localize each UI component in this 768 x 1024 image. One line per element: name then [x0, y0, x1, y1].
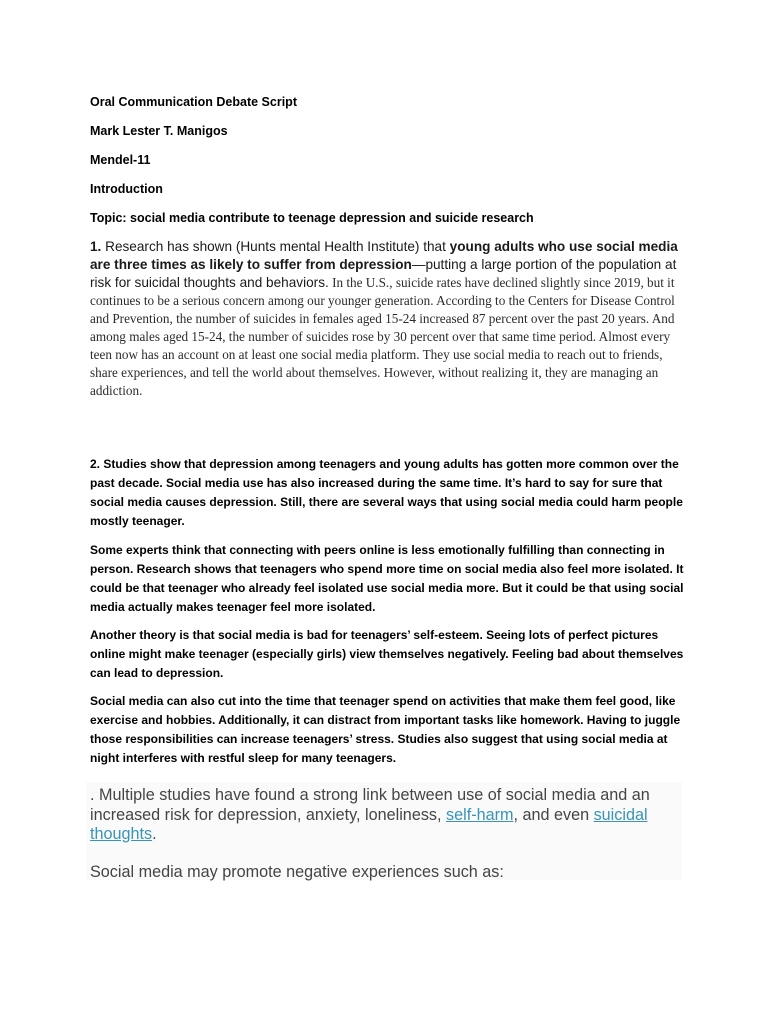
quote-text-end: . — [152, 825, 157, 843]
paragraph-3: Some experts think that connecting with peers online is less emotionally fulfilling than connecting in person. Research shows that teenagers who spend more time on social media also feel more isolated. It could be that teenager who already feel isolated use social media more. But it could be that using social media actually makes teenager feel more isolated. — [90, 543, 684, 614]
section-name: Mendel-11 — [90, 153, 151, 167]
document-title: Oral Communication Debate Script — [90, 95, 297, 109]
paragraph-1-lead-end: —putting a large portion of the population at risk for suicidal thoughts and behaviors. — [90, 257, 677, 290]
negative-experiences-line: Social media may promote negative experiences such as: — [90, 863, 504, 881]
paragraph-2: 2. Studies show that depression among teenagers and young adults has gotten more common over the past decade. Social media use has also increased during the same time. It’s hard to say for sure that social media causes depression. Still, there are several ways that using social media could harm people mostly teenager. — [90, 457, 683, 528]
suicidal-thoughts-link[interactable]: suicidal thoughts — [90, 805, 648, 843]
author-name: Mark Lester T. Manigos — [90, 124, 228, 138]
paragraph-1-number: 1. — [90, 239, 102, 254]
introduction-heading: Introduction — [90, 182, 163, 196]
quote-text-start: . Multiple studies have found a strong link between use of social media and an increased risk for depression, anxiety, loneliness, — [90, 786, 650, 824]
paragraph-1 — [90, 238, 690, 400]
quote-paragraph — [90, 786, 676, 845]
topic-line: Topic: social media contribute to teenage depression and suicide research — [90, 211, 534, 225]
paragraph-1-lead-bold: young adults who use social media are three times as likely to suffer from depression — [90, 239, 678, 272]
self-harm-link[interactable]: self-harm — [446, 805, 514, 824]
paragraph-1-body: In the U.S., suicide rates have declined slightly since 2019, but it continues to be a serious concern among our younger generation. According to the Centers for Disease Control and Prevention, the number of suicides in females aged 15-24 increased 87 percent over the past 20 years. And among males aged 15-24, the number of suicides rose by 30 percent over that same time period. Almost every teen now has an account on at least one social media platform. They use social media to reach out to friends, share experiences, and tell the world about themselves. However, without realizing it, they are managing an addiction. — [90, 275, 675, 398]
paragraph-5: Social media can also cut into the time that teenager spend on activities that make them feel good, like exercise and hobbies. Additionally, it can distract from important tasks like homework. Having to juggle those responsibilities can increase teenagers’ stress. Studies also suggest that using social media at night interferes with restful sleep for many teenagers. — [90, 694, 681, 765]
paragraph-4: Another theory is that social media is bad for teenagers’ self-esteem. Seeing lots of perfect pictures online might make teenager (especially girls) view themselves negatively. Feeling bad about themselves can lead to depression. — [90, 628, 684, 680]
quote-text-mid: , and even — [513, 805, 594, 824]
paragraph-1-lead-start: Research has shown (Hunts mental Health Institute) that — [101, 239, 450, 254]
